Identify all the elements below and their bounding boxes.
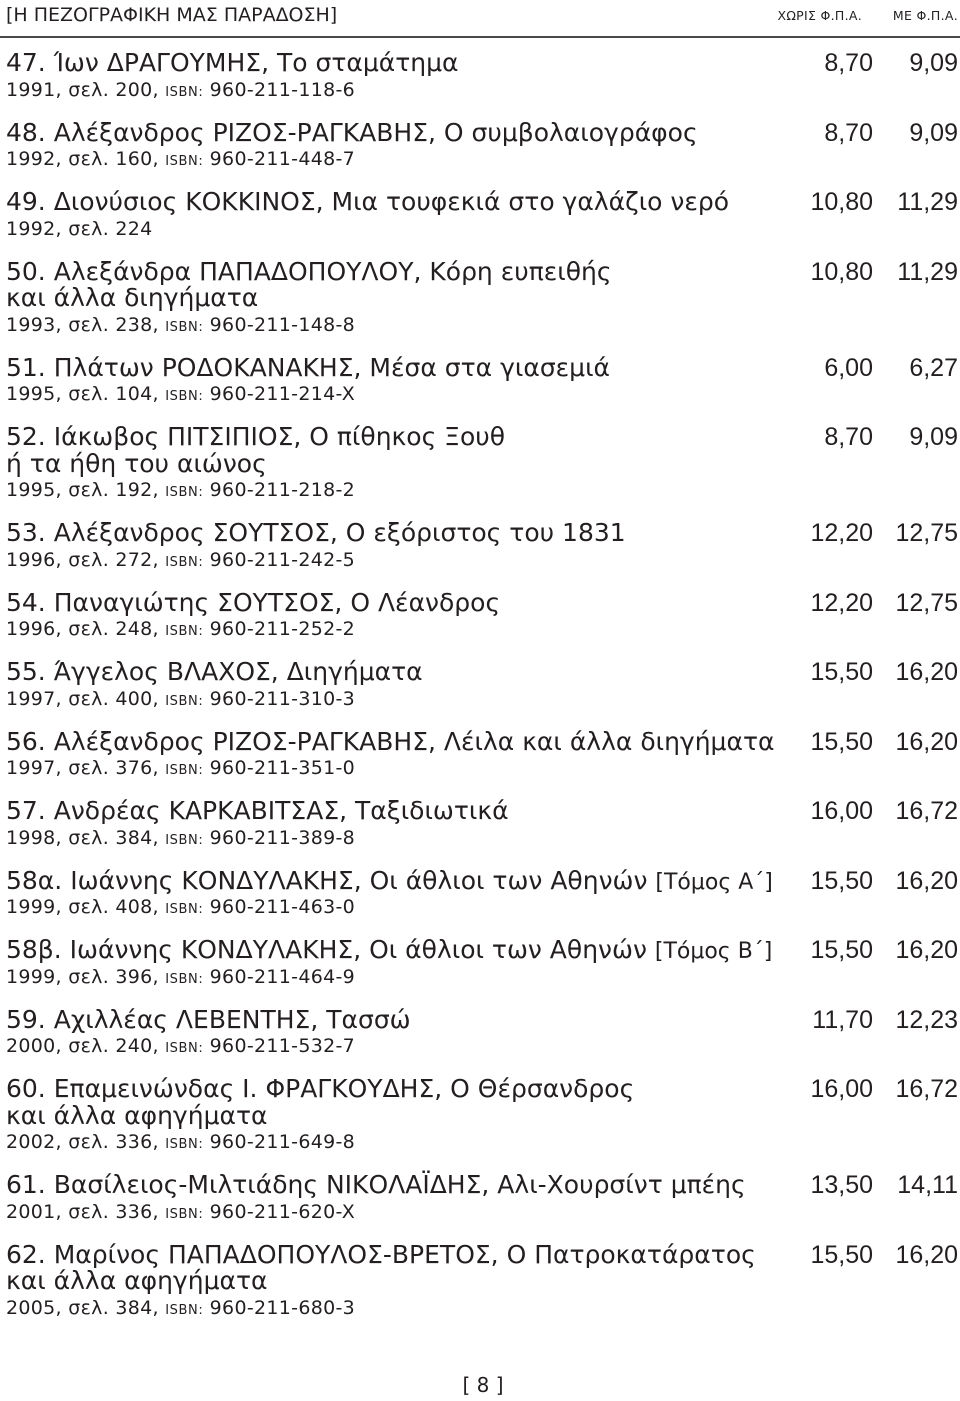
- catalog-entry: [0, 587, 960, 644]
- isbn-label: ISBN:: [165, 154, 204, 169]
- price-with-vat: 16,20: [895, 658, 958, 686]
- entry-number: 52.: [6, 422, 46, 451]
- isbn-label: ISBN:: [165, 902, 204, 917]
- entry-number: 49.: [6, 187, 46, 216]
- entry-number: 51.: [6, 352, 46, 382]
- price-without-vat: 15,50: [810, 727, 873, 756]
- catalog-entry: [0, 865, 960, 922]
- price-with-vat: 12,23: [895, 1005, 958, 1034]
- catalog-entry: [0, 520, 960, 574]
- book-title: Επαμεινώνδας Ι. ΦΡΑΓΚΟΥΔΗΣ, Ο Θέρσανδρος: [53, 1074, 635, 1103]
- price-with-vat: 16,72: [895, 797, 958, 825]
- year-and-pages: 1997, σελ. 400,: [6, 687, 159, 710]
- entry-number: 57.: [6, 796, 46, 825]
- price-without-vat: 15,50: [810, 866, 873, 895]
- entry-number: 61.: [6, 1170, 46, 1199]
- isbn-number: 960-211-620-X: [209, 1200, 356, 1223]
- year-and-pages: 2000, σελ. 240,: [6, 1035, 159, 1057]
- price-without-vat: 6,00: [824, 353, 873, 382]
- price-with-vat: 16,20: [895, 866, 958, 895]
- publication-details: [6, 1199, 960, 1226]
- catalog-entry: [0, 1172, 960, 1226]
- book-title: Ιάκωβος ΠΙΤΣΙΠΙΟΣ, Ο πίθηκος Ξουθ: [53, 422, 506, 451]
- price-without-vat-header: ΧΩΡΙΣ Φ.Π.Α.: [777, 8, 862, 23]
- price-without-vat: 8,70: [824, 49, 873, 77]
- entry-number: 56.: [6, 726, 46, 756]
- entry-number: 48.: [6, 117, 46, 147]
- price-with-vat: 12,75: [895, 519, 958, 547]
- book-title: Άγγελος ΒΛΑΧΟΣ, Διηγήματα: [53, 657, 423, 686]
- price-without-vat: 11,70: [812, 1005, 873, 1034]
- publication-details: [6, 825, 960, 852]
- publication-details: [6, 1033, 960, 1060]
- isbn-number: 960-211-242-5: [209, 548, 356, 571]
- book-title: Ιωάννης ΚΟΝΔΥΛΑΚΗΣ, Οι άθλιοι των Αθηνών: [70, 865, 648, 895]
- isbn-label: ISBN:: [165, 624, 204, 639]
- publication-details: [6, 755, 960, 782]
- year-and-pages: 1999, σελ. 408,: [6, 896, 159, 918]
- entry-number: 53.: [6, 518, 46, 547]
- isbn-label: ISBN:: [165, 1302, 204, 1318]
- price-without-vat: 13,50: [810, 1171, 873, 1199]
- isbn-number: 960-211-464-9: [209, 965, 356, 988]
- entry-number: 59.: [6, 1004, 46, 1034]
- isbn-label: ISBN:: [165, 1137, 204, 1152]
- publication-details: [6, 216, 960, 243]
- catalog-entry: [0, 1076, 960, 1156]
- isbn-label: ISBN:: [165, 319, 204, 335]
- entry-title-row: [6, 50, 960, 77]
- publication-details: [6, 894, 960, 921]
- isbn-label: ISBN:: [165, 554, 204, 570]
- publication-details: [6, 964, 960, 991]
- year-and-pages: 1995, σελ. 104,: [6, 383, 159, 405]
- book-title-continued: και άλλα αφηγήματα: [6, 1100, 268, 1130]
- price-with-vat: 14,11: [897, 1171, 958, 1199]
- book-title: Ίων ΔΡΑΓΟΥΜΗΣ, Το σταμάτημα: [53, 48, 459, 77]
- book-title-continued: ή τα ήθη του αιώνος: [6, 448, 267, 478]
- price-without-vat: 12,20: [810, 588, 873, 617]
- price-without-vat: 12,20: [810, 519, 873, 547]
- year-and-pages: 2005, σελ. 384,: [6, 1296, 159, 1319]
- year-and-pages: 1995, σελ. 192,: [6, 479, 159, 501]
- page-number: [ 8 ]: [462, 1373, 504, 1397]
- publication-details: [6, 477, 960, 504]
- year-and-pages: 1998, σελ. 384,: [6, 826, 159, 849]
- isbn-number: 960-211-252-2: [209, 618, 356, 640]
- publication-details: [6, 146, 960, 173]
- book-title: Παναγιώτης ΣΟΥΤΣΟΣ, Ο Λέανδρος: [53, 587, 501, 617]
- volume-label: [Τόμος Β΄]: [654, 939, 773, 964]
- isbn-number: 960-211-463-0: [209, 896, 356, 918]
- book-title: Αλέξανδρος ΡΙΖΟΣ-ΡΑΓΚΑΒΗΣ, Λέιλα και άλλα διηγήματα: [53, 726, 775, 756]
- price-with-vat: 9,09: [909, 49, 958, 77]
- year-and-pages: 1996, σελ. 272,: [6, 548, 159, 571]
- isbn-label: ISBN:: [165, 763, 204, 778]
- price-without-vat: 10,80: [810, 257, 873, 286]
- price-without-vat: 15,50: [810, 658, 873, 686]
- price-without-vat: 15,50: [810, 1240, 873, 1269]
- entry-number: 47.: [6, 48, 46, 77]
- isbn-label: ISBN:: [165, 389, 204, 404]
- isbn-label: ISBN:: [165, 84, 204, 100]
- book-title: Βασίλειος-Μιλτιάδης ΝΙΚΟΛΑΪΔΗΣ, Αλι-Χουρσίντ μπέης: [53, 1170, 746, 1199]
- price-with-vat: 12,75: [895, 588, 958, 617]
- price-with-vat: 9,09: [909, 423, 958, 451]
- isbn-number: 960-211-310-3: [209, 687, 356, 710]
- year-and-pages: 1996, σελ. 248,: [6, 618, 159, 640]
- publication-details: [6, 1295, 960, 1322]
- price-with-vat: 11,29: [897, 257, 958, 286]
- price-with-vat: 16,20: [895, 1240, 958, 1269]
- price-with-vat-header: ΜΕ Φ.Π.Α.: [892, 8, 958, 23]
- catalog-entry: [0, 352, 960, 409]
- isbn-label: ISBN:: [165, 1041, 204, 1056]
- entry-title-row: [6, 117, 960, 147]
- isbn-number: 960-211-351-0: [209, 757, 356, 779]
- price-with-vat: 16,20: [895, 936, 958, 964]
- publication-details: [6, 547, 960, 574]
- book-title-continued: και άλλα διηγήματα: [6, 283, 259, 312]
- catalog-entry: [0, 424, 960, 504]
- isbn-label: ISBN:: [165, 693, 204, 709]
- book-title: Μαρίνος ΠΑΠΑΔΟΠΟΥΛΟΣ-ΒΡΕΤΟΣ, Ο Πατροκατάρατος: [53, 1239, 756, 1269]
- isbn-label: ISBN:: [165, 485, 204, 500]
- catalog-entry: [0, 659, 960, 713]
- entry-number: 50.: [6, 256, 46, 286]
- isbn-label: ISBN:: [165, 832, 204, 848]
- publication-details: [6, 312, 960, 339]
- catalog-entry: [0, 1239, 960, 1322]
- isbn-label: ISBN:: [165, 971, 204, 987]
- price-with-vat: 11,29: [897, 188, 958, 216]
- year-and-pages: 1999, σελ. 396,: [6, 965, 159, 988]
- catalog-entry: [0, 726, 960, 783]
- publication-details: [6, 616, 960, 643]
- publication-details: [6, 1129, 960, 1156]
- book-title: Διονύσιος ΚΟΚΚΙΝΟΣ, Μια τουφεκιά στο γαλάζιο νερό: [53, 187, 730, 216]
- isbn-number: 960-211-118-6: [209, 78, 356, 101]
- book-title-continued: και άλλα αφηγήματα: [6, 1266, 268, 1295]
- book-title: Ανδρέας ΚΑΡΚΑΒΙΤΣΑΣ, Ταξιδιωτικά: [53, 796, 509, 825]
- isbn-number: 960-211-680-3: [209, 1296, 356, 1319]
- entry-number: 55.: [6, 657, 46, 686]
- publication-details: [6, 381, 960, 408]
- publication-details: [6, 77, 960, 104]
- publication-details: [6, 686, 960, 713]
- isbn-number: 960-211-389-8: [209, 826, 356, 849]
- isbn-number: 960-211-448-7: [209, 148, 356, 170]
- price-with-vat: 6,27: [909, 353, 958, 382]
- entry-number: 54.: [6, 587, 46, 617]
- year-and-pages: 1992, σελ. 160,: [6, 148, 159, 170]
- year-and-pages: 1993, σελ. 238,: [6, 313, 159, 336]
- entry-title-row: [6, 352, 960, 382]
- year-and-pages: 1991, σελ. 200,: [6, 78, 159, 101]
- catalog-entry: [0, 937, 960, 991]
- price-without-vat: 16,00: [810, 1075, 873, 1103]
- entry-title-row: [6, 424, 960, 451]
- catalog-list: [0, 50, 960, 1338]
- year-and-pages: 1992, σελ. 224: [6, 217, 153, 240]
- price-without-vat: 8,70: [824, 423, 873, 451]
- year-and-pages: 2001, σελ. 336,: [6, 1200, 159, 1223]
- catalog-entry: [0, 798, 960, 852]
- catalog-entry: [0, 50, 960, 104]
- header-divider: [0, 36, 960, 38]
- book-title: Πλάτων ΡΟΔΟΚΑΝΑΚΗΣ, Μέσα στα γιασεμιά: [53, 352, 611, 382]
- price-without-vat: 15,50: [810, 936, 873, 964]
- price-with-vat: 16,20: [895, 727, 958, 756]
- price-without-vat: 8,70: [824, 118, 873, 147]
- entry-number: 60.: [6, 1074, 46, 1103]
- price-without-vat: 16,00: [810, 797, 873, 825]
- entry-number: 58β.: [6, 935, 62, 964]
- book-title: Αχιλλέας ΛΕΒΕΝΤΗΣ, Τασσώ: [53, 1004, 411, 1034]
- year-and-pages: 2002, σελ. 336,: [6, 1131, 159, 1153]
- isbn-number: 960-211-649-8: [209, 1131, 356, 1153]
- isbn-number: 960-211-214-X: [209, 383, 356, 405]
- book-title: Αλέξανδρος ΡΙΖΟΣ-ΡΑΓΚΑΒΗΣ, Ο συμβολαιογράφος: [53, 117, 698, 147]
- volume-label: [Τόμος Α΄]: [655, 869, 773, 895]
- isbn-number: 960-211-218-2: [209, 479, 356, 501]
- year-and-pages: 1997, σελ. 376,: [6, 757, 159, 779]
- catalog-entry: [0, 189, 960, 243]
- book-title: Αλέξανδρος ΣΟΥΤΣΟΣ, Ο εξόριστος του 1831: [53, 518, 626, 547]
- price-with-vat: 9,09: [909, 118, 958, 147]
- catalog-entry: [0, 1004, 960, 1061]
- isbn-label: ISBN:: [165, 1206, 204, 1222]
- book-title: Αλεξάνδρα ΠΑΠΑΔΟΠΟΥΛΟΥ, Κόρη ευπειθής: [53, 256, 612, 286]
- book-title: Ιωάννης ΚΟΝΔΥΛΑΚΗΣ, Οι άθλιοι των Αθηνών: [69, 935, 647, 964]
- entry-number: 58α.: [6, 865, 63, 895]
- page-header: [0, 0, 960, 36]
- catalog-entry: [0, 256, 960, 339]
- price-without-vat: 10,80: [810, 188, 873, 216]
- catalog-entry: [0, 117, 960, 174]
- price-with-vat: 16,72: [895, 1075, 958, 1103]
- isbn-number: 960-211-148-8: [209, 313, 356, 336]
- entry-number: 62.: [6, 1239, 46, 1269]
- isbn-number: 960-211-532-7: [209, 1035, 356, 1057]
- section-title: [Η ΠΕΖΟΓΡΑΦΙΚΗ ΜΑΣ ΠΑΡΑΔΟΣΗ]: [6, 4, 338, 26]
